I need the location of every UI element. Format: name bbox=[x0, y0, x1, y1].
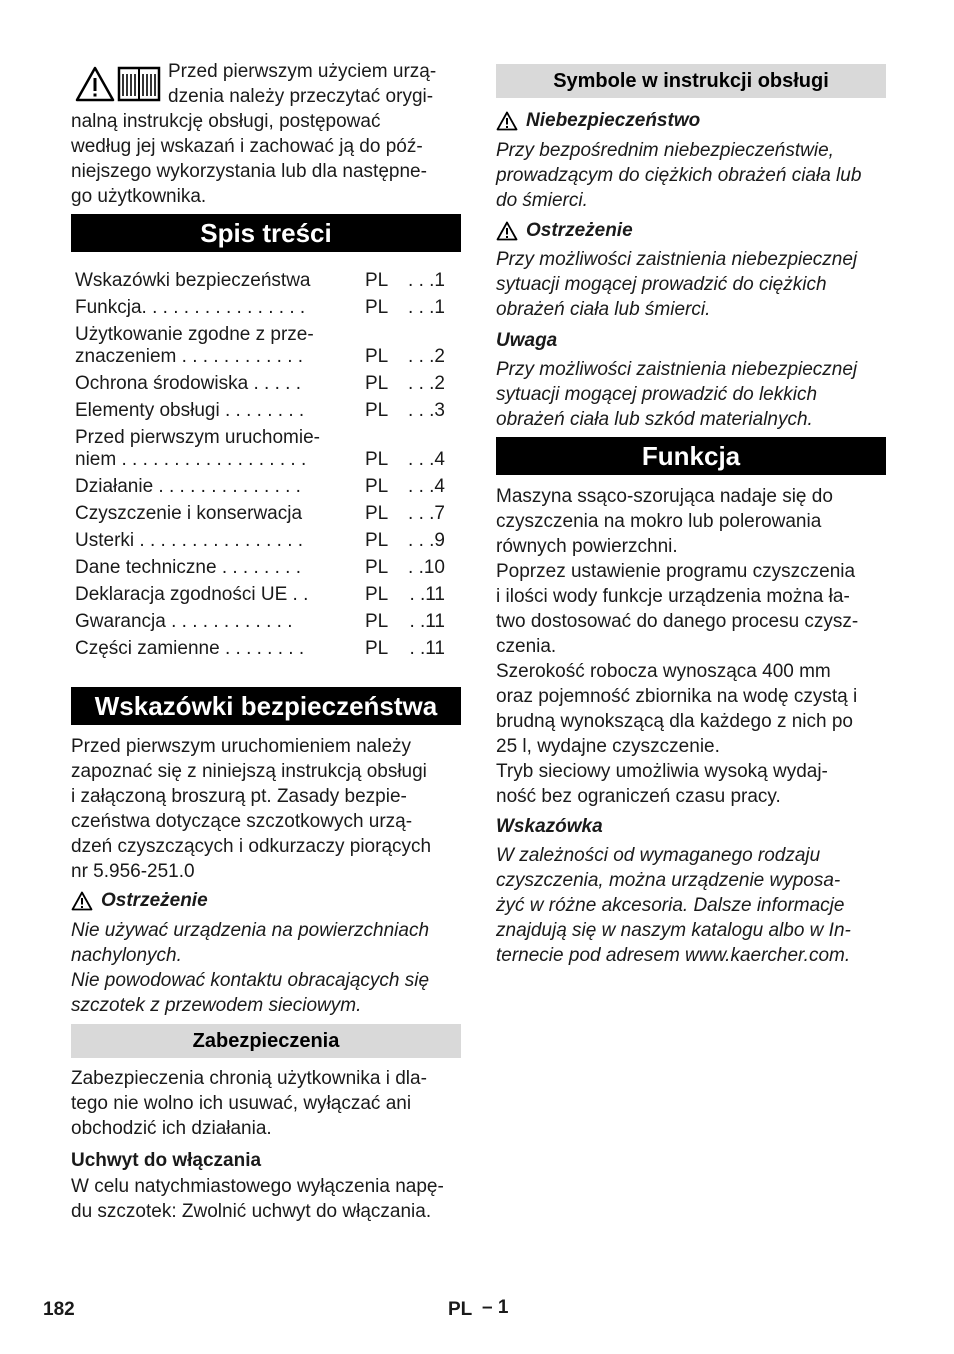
toc-row bbox=[75, 373, 455, 395]
toc-row bbox=[75, 530, 455, 552]
safety-warning-label: Ostrzeżenie bbox=[101, 890, 208, 911]
caution-text: Przy możliwości zaistnienia niebezpiecznej sytuacji mogącej prowadzić do lekkich obrażeń ciała lub szkód materialnych. bbox=[496, 359, 858, 430]
manual-book-icon bbox=[117, 66, 161, 102]
toc-row bbox=[75, 584, 455, 606]
symbols-heading: Symbole w instrukcji obsługi bbox=[496, 64, 886, 98]
toc-entry-title: Przed pierwszym uruchomie- niem . . . . . . . . . . . . . . . . . . bbox=[75, 427, 320, 470]
page-number: 182 bbox=[43, 1299, 75, 1320]
toc-entry-title: Czyszczenie i konserwacja bbox=[75, 503, 303, 524]
warning-text: Przy możliwości zaistnienia niebezpiecznej sytuacji mogącej prowadzić do ciężkich obrażeń ciała lub śmierci. bbox=[496, 249, 858, 320]
toc-row bbox=[75, 611, 455, 633]
intro-text: nalną instrukcję obsługi, postępować według jej wskazań i zachować ją do póź- niejszego wykorzystania lub dla następne- go użytkownika. bbox=[71, 111, 427, 207]
toc-entry-lang: PL bbox=[365, 638, 389, 659]
safety-body: Przed pierwszym uruchomieniem należy zapoznać się z niniejszą instrukcją obsługi i załączoną broszurą pt. Zasady bezpie- czeństwa dotyczące szczotkowych urzą- dzeń czyszczących i odkurzaczy piorących nr 5.956-251.0 bbox=[71, 736, 432, 882]
toc-entry-title: Użytkowanie zgodne z prze- znaczeniem . . . . . . . . . . . . bbox=[75, 324, 314, 367]
toc-entry-page: . .11 bbox=[409, 584, 445, 605]
safety-heading: Wskazówki bezpieczeństwa bbox=[71, 687, 461, 725]
switch-handle-body: W celu natychmiastowego wyłączenia napę- du szczotek: Zwolnić uchwyt do włączania. bbox=[71, 1176, 444, 1222]
intro-line-2: dzenia należy przeczytać orygi- bbox=[168, 86, 434, 107]
toc-heading: Spis treści bbox=[71, 214, 461, 252]
toc-entry-page: . . .4 bbox=[408, 449, 445, 470]
toc-entry-page: . . .1 bbox=[408, 297, 445, 318]
toc-entry-title: Części zamienne . . . . . . . . bbox=[75, 638, 305, 659]
toc-entry-lang: PL bbox=[365, 297, 389, 318]
warning-triangle-icon bbox=[496, 221, 518, 241]
note-label: Wskazówka bbox=[496, 816, 603, 837]
toc-entry-title: Ochrona środowiska . . . . . bbox=[75, 373, 301, 394]
caution-label: Uwaga bbox=[496, 330, 558, 351]
toc-entry-title: Deklaracja zgodności UE . . bbox=[75, 584, 309, 605]
toc-entry-lang: PL bbox=[365, 476, 389, 497]
safety-warning-text: Nie używać urządzenia na powierzchniach nachylonych. Nie powodować kontaktu obracających się szczotek z przewodem sieciowym. bbox=[71, 920, 430, 1016]
toc-row bbox=[75, 400, 455, 422]
toc-row bbox=[75, 503, 455, 525]
toc-entry-lang: PL bbox=[365, 449, 389, 470]
toc-row bbox=[75, 324, 455, 368]
toc-entry-page: . . .1 bbox=[408, 270, 445, 291]
toc-entry-page: . . .2 bbox=[408, 373, 445, 394]
note-text: W zależności od wymaganego rodzaju czyszczenia, można urządzenie wyposa- żyć w różne akcesoria. Dalsze informacje znajdują się w naszym katalogu albo w In- ternecie pod adresem www.kaercher.com. bbox=[496, 845, 851, 966]
toc-entry-title: Usterki . . . . . . . . . . . . . . . . bbox=[75, 530, 304, 551]
warning-triangle-icon bbox=[71, 891, 93, 911]
toc-entry-lang: PL bbox=[365, 270, 389, 291]
toc-entry-page: . . .7 bbox=[408, 503, 445, 524]
intro-line-1: Przed pierwszym użyciem urzą- bbox=[168, 61, 437, 82]
toc-entry-page: . . .3 bbox=[408, 400, 445, 421]
toc-entry-lang: PL bbox=[365, 400, 389, 421]
toc-entry-lang: PL bbox=[365, 557, 389, 578]
footer-lang: PL bbox=[448, 1299, 473, 1320]
toc-entry-page: . .11 bbox=[409, 611, 445, 632]
toc-entry-lang: PL bbox=[365, 503, 389, 524]
toc-entry-title: Elementy obsługi . . . . . . . . bbox=[75, 400, 305, 421]
toc-entry-title: Wskazówki bezpieczeństwa bbox=[75, 270, 311, 291]
toc-row bbox=[75, 638, 455, 660]
toc-row bbox=[75, 297, 455, 319]
protections-body: Zabezpieczenia chronią użytkownika i dla- tego nie wolno ich usuwać, wyłączać ani obchodzić ich działania. bbox=[71, 1068, 427, 1139]
toc-entry-title: Gwarancja . . . . . . . . . . . . bbox=[75, 611, 293, 632]
toc-entry-lang: PL bbox=[365, 530, 389, 551]
toc-entry-page: . .11 bbox=[409, 638, 445, 659]
table-of-contents bbox=[75, 270, 455, 665]
toc-entry-title: Działanie . . . . . . . . . . . . . . bbox=[75, 476, 301, 497]
toc-row bbox=[75, 270, 455, 292]
toc-entry-lang: PL bbox=[365, 584, 389, 605]
toc-entry-title: Dane techniczne . . . . . . . . bbox=[75, 557, 301, 578]
toc-entry-lang: PL bbox=[365, 346, 389, 367]
switch-handle-heading: Uchwyt do włączania bbox=[71, 1150, 262, 1171]
toc-entry-lang: PL bbox=[365, 611, 389, 632]
toc-row bbox=[75, 557, 455, 579]
warning-label-row bbox=[496, 219, 633, 243]
footer-section-page: – 1 bbox=[482, 1297, 509, 1318]
toc-entry-page: . . .2 bbox=[408, 346, 445, 367]
toc-row bbox=[75, 427, 455, 471]
warning-label: Ostrzeżenie bbox=[526, 220, 633, 241]
danger-label-row bbox=[496, 109, 700, 133]
toc-entry-page: . . .4 bbox=[408, 476, 445, 497]
warning-triangle-icon bbox=[75, 66, 115, 102]
danger-text: Przy bezpośrednim niebezpieczeństwie, prowadzącym do ciężkich obrażeń ciała lub do śmierci. bbox=[496, 140, 862, 211]
toc-row bbox=[75, 476, 455, 498]
toc-entry-lang: PL bbox=[365, 373, 389, 394]
function-body: Maszyna ssąco-szorująca nadaje się do czyszczenia na mokro lub polerowania równych powierzchni. Poprzez ustawienie programu czyszczenia i ilości wody funkcje urządzenia można ła- two dostosować do danego procesu czysz- czenia. Szerokość robocza wynosząca 400 mm oraz pojemność zbiornika na wodę czystą i brudną wynokszącą dla każdego z nich po 25 l, wydajne czyszczenie. Tryb sieciowy umożliwia wysoką wydaj- ność bez ograniczeń czasu pracy. bbox=[496, 486, 859, 807]
toc-entry-page: . .10 bbox=[408, 557, 445, 578]
warning-triangle-icon bbox=[496, 111, 518, 131]
protections-heading: Zabezpieczenia bbox=[71, 1024, 461, 1058]
danger-label: Niebezpieczeństwo bbox=[526, 110, 701, 131]
toc-entry-title: Funkcja. . . . . . . . . . . . . . . . bbox=[75, 297, 306, 318]
toc-entry-page: . . .9 bbox=[408, 530, 445, 551]
safety-warning-label-row bbox=[71, 889, 208, 913]
function-heading: Funkcja bbox=[496, 437, 886, 475]
